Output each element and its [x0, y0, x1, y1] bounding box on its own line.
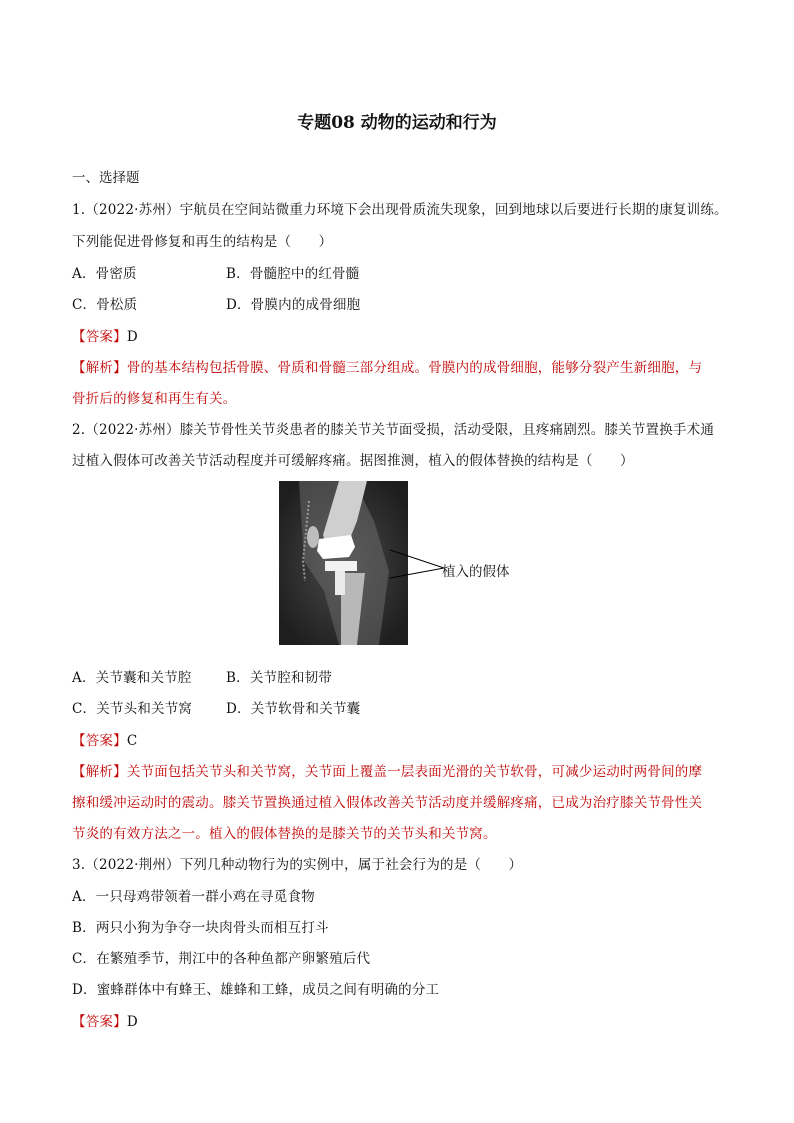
- q2-analysis-tag: 【解析】: [72, 764, 127, 780]
- q3-stem: 3.（2022·荆州）下列几种动物行为的实例中，属于社会行为的是（ ）: [72, 857, 523, 873]
- q1-option-d: D．骨膜内的成骨细胞: [226, 297, 361, 313]
- q2-stem-line1: 2.（2022·苏州）膝关节骨性关节炎患者的膝关节关节面受损，活动受限，且疼痛剧烈。膝关节置换手术通: [72, 422, 715, 438]
- q2-answer-tag: 【答案】: [72, 733, 127, 749]
- figure-pointer-lines: [390, 540, 446, 584]
- knee-xray-image: [279, 481, 408, 645]
- q1-option-b: B．骨髓腔中的红骨髓: [226, 266, 360, 282]
- q3-option-c: C．在繁殖季节，荆江中的各种鱼都产卵繁殖后代: [72, 951, 371, 967]
- q3-answer-value: D: [126, 1014, 138, 1030]
- q3-option-d: D．蜜蜂群体中有蜂王、雄蜂和工蜂，成员之间有明确的分工: [72, 982, 440, 998]
- q3-option-a: A．一只母鸡带领着一群小鸡在寻觅食物: [72, 889, 315, 905]
- q2-option-d: D．关节软骨和关节囊: [226, 701, 361, 717]
- q2-analysis-line2: 擦和缓冲运动时的震动。膝关节置换通过植入假体改善关节活动度并缓解疼痛，已成为治疗膝关节骨性关: [72, 795, 703, 811]
- q1-answer: [72, 325, 138, 345]
- page-title: 专题08 动物的运动和行为: [297, 113, 497, 133]
- q1-analysis-tag: 【解析】: [72, 360, 127, 376]
- q1-stem-line1: 1.（2022·苏州）宇航员在空间站微重力环境下会出现骨质流失现象，回到地球以后要进行长期的康复训练。: [72, 202, 728, 218]
- q1-option-a: A．骨密质: [72, 266, 137, 282]
- q1-option-c: C．骨松质: [72, 297, 138, 313]
- q2-option-c: C．关节头和关节窝: [72, 701, 193, 717]
- q2-answer-value: C: [126, 733, 138, 749]
- q2-option-a: A．关节囊和关节腔: [72, 670, 192, 686]
- knee-xray-drawing: [279, 481, 408, 645]
- q2-analysis-line3: 节炎的有效方法之一。植入的假体替换的是膝关节的关节头和关节窝。: [72, 826, 497, 842]
- q2-stem-line2: 过植入假体可改善关节活动程度并可缓解疼痛。据图推测，植入的假体替换的结构是（ ）: [72, 453, 634, 469]
- q1-analysis-text1: 骨的基本结构包括骨膜、骨质和骨髓三部分组成。骨膜内的成骨细胞，能够分裂产生新细胞，与: [126, 360, 703, 376]
- q2-analysis-text1: 关节面包括关节头和关节窝，关节面上覆盖一层表面光滑的关节软骨，可减少运动时两骨间的摩: [126, 764, 703, 780]
- figure-label: 植入的假体: [442, 564, 510, 580]
- q2-option-b: B．关节腔和韧带: [226, 670, 333, 686]
- q2-answer: [72, 729, 137, 749]
- q3-answer: [72, 1010, 138, 1030]
- q1-analysis-line1: [72, 356, 702, 376]
- q1-answer-value: D: [126, 329, 138, 345]
- q3-option-b: B．两只小狗为争夺一块肉骨头而相互打斗: [72, 920, 329, 936]
- q1-answer-tag: 【答案】: [72, 329, 127, 345]
- q3-answer-tag: 【答案】: [72, 1014, 127, 1030]
- section-heading: 一、选择题: [72, 170, 140, 186]
- q1-analysis-line2: 骨折后的修复和再生有关。: [72, 391, 237, 407]
- q2-analysis-line1: [72, 760, 702, 780]
- q1-stem-line2: 下列能促进骨修复和再生的结构是（ ）: [72, 234, 333, 250]
